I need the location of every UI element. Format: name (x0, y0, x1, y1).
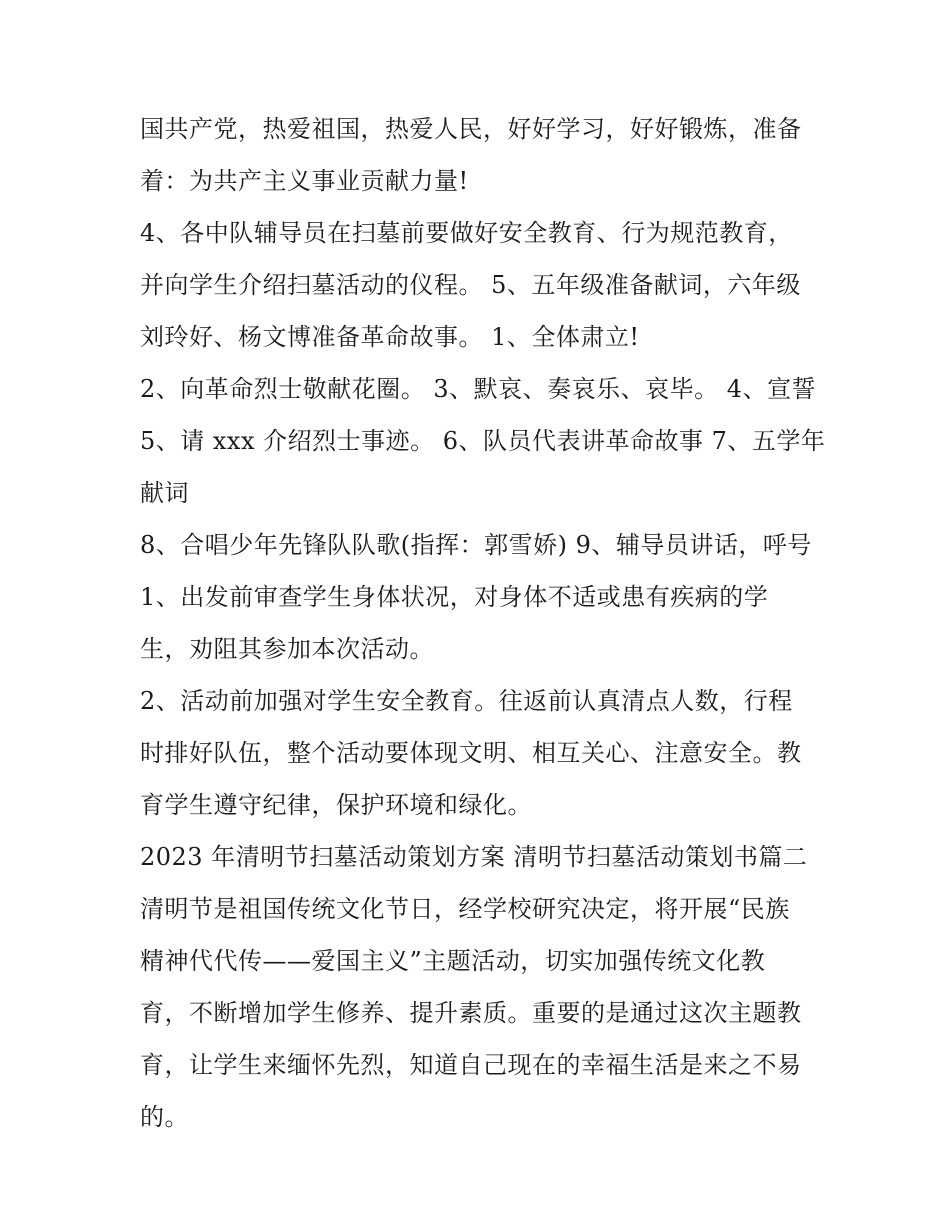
text-line: 生，劝阻其参加本次活动。 (140, 635, 434, 663)
text-line: 1、出发前审查学生身体状况，对身体不适或患有疾病的学 (140, 583, 769, 611)
text-line: 清明节是祖国传统文化节日，经学校研究决定，将开展“民族 (140, 895, 790, 923)
text-line: 育，不断增加学生修养、提升素质。重要的是通过这次主题教 (140, 999, 802, 1027)
text-line: 的。 (140, 1103, 189, 1131)
text-line: 精神代代传——爱国主义”主题活动，切实加强传统文化教 (140, 947, 766, 975)
text-line: 时排好队伍，整个活动要体现文明、相互关心、注意安全。教 (140, 739, 802, 767)
text-line: 8、合唱少年先锋队队歌(指挥：郭雪娇) 9、辅导员讲话，呼号 (140, 531, 812, 559)
text-line: 4、各中队辅导员在扫墓前要做好安全教育、行为规范教育， (140, 219, 793, 247)
document-body (140, 103, 826, 1143)
text-line: 2023 年清明节扫墓活动策划方案 清明节扫墓活动策划书篇二 (140, 843, 808, 871)
text-line: 刘玲好、杨文博准备革命故事。 1、全体肃立! (140, 323, 640, 351)
text-line: 2、活动前加强对学生安全教育。往返前认真清点人数，行程 (140, 687, 793, 715)
text-line: 献词 (140, 479, 189, 507)
text-line: 5、请 xxx 介绍烈士事迹。 6、队员代表讲革命故事 7、五学年 (140, 427, 826, 455)
text-line: 育，让学生来缅怀先烈，知道自己现在的幸福生活是来之不易 (140, 1051, 802, 1079)
text-line: 着：为共产主义事业贡献力量! (140, 167, 469, 195)
text-line: 国共产党，热爱祖国，热爱人民，好好学习，好好锻炼，准备 (140, 115, 802, 143)
text-line: 并向学生介绍扫墓活动的仪程。 5、五年级准备献词，六年级 (140, 271, 801, 299)
text-line: 育学生遵守纪律，保护环境和绿化。 (140, 791, 532, 819)
text-line: 2、向革命烈士敬献花圈。 3、默哀、奏哀乐、哀毕。 4、宣誓 (140, 375, 817, 403)
